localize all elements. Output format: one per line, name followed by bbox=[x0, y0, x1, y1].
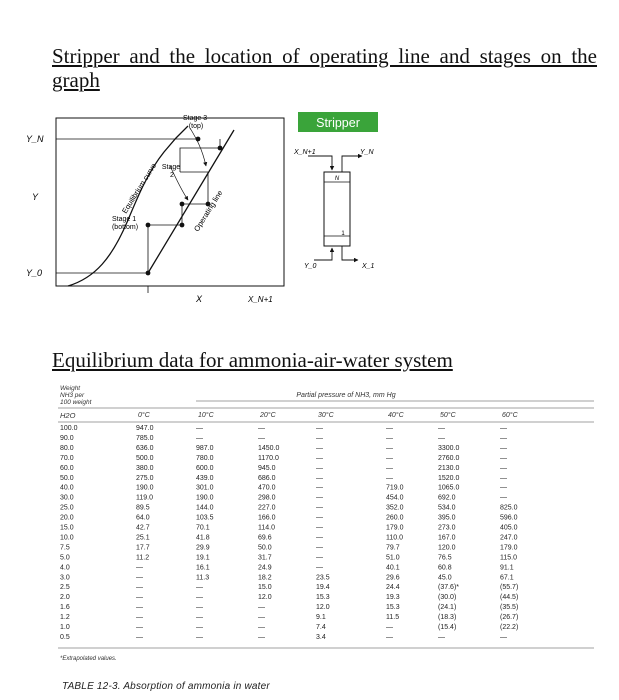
temperature-header: 30°C bbox=[318, 412, 334, 419]
pressure-cell: 260.0 bbox=[386, 514, 404, 522]
pressure-cell: 167.0 bbox=[438, 534, 456, 542]
concentration-cell: 15.0 bbox=[60, 524, 74, 532]
concentration-cell: 50.0 bbox=[60, 474, 74, 482]
pressure-cell: 275.0 bbox=[136, 474, 154, 482]
pressure-cell: — bbox=[136, 624, 143, 631]
concentration-cell: 60.0 bbox=[60, 464, 74, 472]
equilibrium-curve-label: Equilibrium curve bbox=[120, 161, 159, 216]
pressure-cell: 405.0 bbox=[500, 524, 518, 532]
pressure-cell: — bbox=[316, 544, 323, 552]
pressure-cell: — bbox=[500, 464, 507, 472]
pressure-cell: 29.9 bbox=[196, 544, 210, 552]
table-row bbox=[60, 475, 507, 482]
pressure-cell: — bbox=[500, 425, 507, 432]
table-footnote: *Extrapolated values. bbox=[60, 656, 117, 662]
pressure-cell: (30.0) bbox=[438, 594, 457, 602]
concentration-cell: 7.5 bbox=[60, 544, 70, 552]
pressure-cell: 179.0 bbox=[386, 524, 404, 532]
point-stage3-op bbox=[218, 146, 223, 151]
concentration-cell: 5.0 bbox=[60, 554, 70, 562]
pressure-cell: 19.1 bbox=[196, 554, 210, 562]
corner-header-line2: NH3 per bbox=[60, 392, 85, 399]
pressure-cell: — bbox=[386, 464, 393, 472]
table-row bbox=[60, 515, 518, 522]
table-row bbox=[60, 425, 507, 432]
pressure-cell: (35.5) bbox=[500, 604, 519, 612]
pressure-cell: (24.1) bbox=[438, 604, 457, 612]
corner-header-line1: Weight bbox=[60, 385, 81, 392]
pressure-cell: (15.4) bbox=[438, 624, 457, 631]
pressure-cell: 17.7 bbox=[136, 544, 150, 552]
pressure-cell: 454.0 bbox=[386, 494, 404, 502]
temperature-header: 20°C bbox=[260, 412, 276, 419]
pressure-cell: — bbox=[386, 474, 393, 482]
pressure-cell: 12.0 bbox=[316, 604, 330, 612]
point-stage1-eq bbox=[146, 223, 151, 228]
table-row bbox=[60, 485, 507, 492]
pressure-cell: — bbox=[196, 604, 203, 612]
table-row bbox=[60, 584, 518, 591]
stage-top-riser bbox=[180, 139, 220, 172]
pressure-cell: 11.5 bbox=[386, 614, 400, 621]
pressure-cell: (22.2) bbox=[500, 624, 519, 631]
pressure-cell: — bbox=[196, 584, 203, 592]
pressure-cell: — bbox=[500, 454, 507, 462]
concentration-cell: 90.0 bbox=[60, 435, 74, 442]
pressure-cell: 2760.0 bbox=[438, 454, 460, 462]
table-row bbox=[60, 534, 518, 541]
pressure-cell: 24.4 bbox=[386, 584, 400, 592]
pressure-cell: 144.0 bbox=[196, 504, 214, 512]
pressure-cell: 12.0 bbox=[258, 594, 272, 602]
pressure-cell: 227.0 bbox=[258, 504, 276, 512]
stripper-graph bbox=[20, 108, 295, 308]
pressure-cell: 41.8 bbox=[196, 534, 210, 542]
pressure-cell: 179.0 bbox=[500, 544, 518, 552]
pressure-cell: 500.0 bbox=[136, 454, 154, 462]
pressure-cell: 352.0 bbox=[386, 504, 404, 512]
concentration-cell: 80.0 bbox=[60, 444, 74, 452]
table-row bbox=[60, 624, 518, 631]
pressure-cell: — bbox=[438, 425, 445, 432]
stage3-label: Stage 3 (top) bbox=[182, 115, 208, 130]
pressure-cell: 91.1 bbox=[500, 564, 514, 572]
pressure-cell: — bbox=[258, 624, 265, 631]
stage-n-label: N bbox=[334, 176, 340, 182]
pressure-cell: — bbox=[316, 435, 323, 442]
pressure-cell: 470.0 bbox=[258, 484, 276, 492]
pressure-cell: 686.0 bbox=[258, 474, 276, 482]
pressure-cell: — bbox=[136, 604, 143, 612]
pressure-cell: 19.4 bbox=[316, 584, 330, 592]
pressure-cell: 103.5 bbox=[196, 514, 214, 522]
pressure-cell: 18.2 bbox=[258, 574, 272, 582]
pressure-cell: 9.1 bbox=[316, 614, 326, 621]
pressure-cell: 15.3 bbox=[316, 594, 330, 602]
pressure-cell: 190.0 bbox=[136, 484, 154, 492]
graph-frame bbox=[56, 118, 284, 286]
pressure-cell: — bbox=[386, 425, 393, 432]
pressure-cell: — bbox=[316, 504, 323, 512]
concentration-cell: 1.2 bbox=[60, 614, 70, 621]
y-axis-mid-label: Y bbox=[32, 192, 39, 202]
concentration-cell: 30.0 bbox=[60, 494, 74, 502]
pressure-cell: — bbox=[196, 624, 203, 631]
pressure-cell: — bbox=[258, 614, 265, 621]
operating-line-label: Operating line bbox=[192, 188, 225, 234]
pressure-cell: 19.3 bbox=[386, 594, 400, 602]
pressure-cell: 76.5 bbox=[438, 554, 452, 562]
table-row bbox=[60, 525, 518, 532]
table-row bbox=[60, 505, 518, 512]
temperature-header: 50°C bbox=[440, 412, 456, 419]
concentration-cell: 100.0 bbox=[60, 425, 78, 432]
pressure-cell: 1450.0 bbox=[258, 444, 280, 452]
pressure-cell: 29.6 bbox=[386, 574, 400, 582]
pressure-cell: 395.0 bbox=[438, 514, 456, 522]
table-row bbox=[60, 614, 518, 621]
table-row bbox=[60, 634, 507, 641]
pressure-cell: — bbox=[316, 454, 323, 462]
pressure-cell: — bbox=[500, 474, 507, 482]
pressure-cell: 273.0 bbox=[438, 524, 456, 532]
pressure-cell: — bbox=[500, 435, 507, 442]
table-row bbox=[60, 455, 507, 462]
table-row bbox=[60, 594, 518, 601]
table-row bbox=[60, 554, 517, 561]
pressure-cell: — bbox=[136, 633, 143, 641]
y-axis-bottom-label: Y_0 bbox=[26, 268, 43, 278]
pressure-cell: 534.0 bbox=[438, 504, 456, 512]
pressure-cell: 24.9 bbox=[258, 564, 272, 572]
pressure-cell: 780.0 bbox=[196, 454, 214, 462]
concentration-cell: 1.0 bbox=[60, 624, 70, 631]
pressure-cell: — bbox=[438, 435, 445, 442]
y-axis-top-label: Y_N bbox=[26, 134, 44, 144]
pressure-cell: 51.0 bbox=[386, 554, 400, 562]
pressure-cell: — bbox=[316, 524, 323, 532]
concentration-cell: 2.0 bbox=[60, 594, 70, 602]
stage1-label: Stage 1 (bottom) bbox=[111, 216, 139, 231]
pressure-cell: 45.0 bbox=[438, 574, 452, 582]
pressure-cell: 15.3 bbox=[386, 604, 400, 612]
pressure-cell: — bbox=[258, 633, 265, 641]
stripper-schematic bbox=[290, 110, 410, 290]
pressure-cell: 825.0 bbox=[500, 504, 518, 512]
concentration-cell: 4.0 bbox=[60, 564, 70, 572]
pressure-cell: — bbox=[386, 454, 393, 462]
stripper-title: Stripper bbox=[316, 116, 360, 130]
equilibrium-table bbox=[46, 380, 598, 665]
pressure-cell: 115.0 bbox=[500, 554, 517, 562]
pressure-cell: 596.0 bbox=[500, 514, 518, 522]
pressure-cell: 166.0 bbox=[258, 514, 276, 522]
point-x0 bbox=[146, 271, 151, 276]
pressure-cell: 16.1 bbox=[196, 564, 210, 572]
x-axis-mid-label: X bbox=[196, 294, 203, 304]
pressure-cell: (26.7) bbox=[500, 614, 519, 621]
pressure-cell: — bbox=[386, 633, 393, 641]
table-row bbox=[60, 604, 518, 611]
pressure-cell: — bbox=[136, 594, 143, 602]
pressure-cell: 15.0 bbox=[258, 584, 272, 592]
pressure-cell: 692.0 bbox=[438, 494, 456, 502]
temperature-header: 0°C bbox=[138, 412, 150, 419]
pressure-cell: (55.7) bbox=[500, 584, 519, 592]
pressure-cell: 79.7 bbox=[386, 544, 400, 552]
group-header: Partial pressure of NH3, mm Hg bbox=[296, 392, 396, 399]
pressure-cell: — bbox=[316, 425, 323, 432]
gas-outlet-label: Y_N bbox=[360, 149, 374, 156]
pressure-cell: 600.0 bbox=[196, 464, 214, 472]
pressure-cell: 110.0 bbox=[386, 534, 403, 542]
pressure-cell: — bbox=[196, 425, 203, 432]
pressure-cell: 247.0 bbox=[500, 534, 518, 542]
pressure-cell: — bbox=[196, 435, 203, 442]
concentration-cell: 3.0 bbox=[60, 574, 70, 582]
pressure-cell: 785.0 bbox=[136, 435, 154, 442]
liquid-inlet-arrow bbox=[308, 156, 332, 170]
pressure-cell: 64.0 bbox=[136, 514, 150, 522]
pressure-cell: 439.0 bbox=[196, 474, 214, 482]
temperature-header: 40°C bbox=[388, 412, 404, 419]
pressure-cell: — bbox=[316, 464, 323, 472]
pressure-cell: (37.6)* bbox=[438, 584, 460, 592]
pressure-cell: — bbox=[316, 534, 323, 542]
gas-outlet-arrow bbox=[342, 156, 362, 172]
pressure-cell: 3300.0 bbox=[438, 444, 460, 452]
pressure-cell: — bbox=[316, 514, 323, 522]
pressure-cell: 380.0 bbox=[136, 464, 154, 472]
pressure-cell: 31.7 bbox=[258, 554, 272, 562]
pressure-cell: 2130.0 bbox=[438, 464, 460, 472]
pressure-cell: — bbox=[136, 614, 143, 621]
pressure-cell: 114.0 bbox=[258, 524, 275, 532]
stage3-arrow bbox=[190, 128, 206, 166]
pressure-cell: 89.5 bbox=[136, 504, 150, 512]
pressure-cell: — bbox=[316, 494, 323, 502]
table-row bbox=[60, 564, 514, 571]
concentration-cell: 40.0 bbox=[60, 484, 74, 492]
temperature-header: 60°C bbox=[502, 412, 518, 419]
concentration-cell: 1.6 bbox=[60, 604, 70, 612]
pressure-cell: 7.4 bbox=[316, 624, 326, 631]
pressure-cell: — bbox=[316, 444, 323, 452]
liquid-outlet-label: X_1 bbox=[362, 263, 375, 270]
point-stage2-eq bbox=[180, 202, 185, 207]
pressure-cell: 11.2 bbox=[136, 554, 150, 562]
concentration-cell: 2.5 bbox=[60, 584, 70, 592]
table-row bbox=[60, 465, 507, 472]
pressure-cell: — bbox=[316, 554, 323, 562]
liquid-inlet-label: X_N+1 bbox=[294, 149, 316, 156]
pressure-cell: 1065.0 bbox=[438, 484, 460, 492]
pressure-cell: (18.3) bbox=[438, 614, 457, 621]
pressure-cell: — bbox=[196, 633, 203, 641]
gas-inlet-arrow bbox=[314, 248, 332, 260]
pressure-cell: — bbox=[196, 614, 203, 621]
pressure-cell: 119.0 bbox=[136, 494, 153, 502]
pressure-cell: 69.6 bbox=[258, 534, 272, 542]
pressure-cell: 60.8 bbox=[438, 564, 452, 572]
pressure-cell: — bbox=[136, 574, 143, 582]
pressure-cell: 301.0 bbox=[196, 484, 214, 492]
pressure-cell: (44.5) bbox=[500, 594, 519, 602]
pressure-cell: 947.0 bbox=[136, 425, 154, 432]
pressure-cell: 636.0 bbox=[136, 444, 154, 452]
pressure-cell: — bbox=[500, 494, 507, 502]
pressure-cell: 3.4 bbox=[316, 633, 326, 641]
pressure-cell: 1520.0 bbox=[438, 474, 460, 482]
table-row bbox=[60, 435, 507, 442]
pressure-cell: 50.0 bbox=[258, 544, 272, 552]
pressure-cell: 40.1 bbox=[386, 564, 400, 572]
pressure-cell: — bbox=[316, 474, 323, 482]
pressure-cell: 945.0 bbox=[258, 464, 276, 472]
column-body bbox=[324, 172, 350, 246]
heading-equilibrium-data: Equilibrium data for ammonia-air-water system bbox=[52, 348, 453, 372]
pressure-cell: — bbox=[500, 484, 507, 492]
operating-line bbox=[148, 130, 234, 273]
concentration-cell: 20.0 bbox=[60, 514, 74, 522]
pressure-cell: 23.5 bbox=[316, 574, 330, 582]
pressure-cell: — bbox=[386, 435, 393, 442]
stage2-label: Stage 2 bbox=[161, 164, 181, 179]
pressure-cell: — bbox=[500, 633, 507, 641]
pressure-cell: 190.0 bbox=[196, 494, 214, 502]
pressure-cell: — bbox=[316, 564, 323, 572]
pressure-cell: 70.1 bbox=[196, 524, 210, 532]
pressure-cell: 11.3 bbox=[196, 574, 210, 582]
pressure-cell: 67.1 bbox=[500, 574, 514, 582]
pressure-cell: — bbox=[500, 444, 507, 452]
concentration-cell: 10.0 bbox=[60, 534, 74, 542]
concentration-cell: 25.0 bbox=[60, 504, 74, 512]
table-row bbox=[60, 574, 514, 581]
table-caption: TABLE 12-3. Absorption of ammonia in water bbox=[62, 681, 270, 692]
pressure-cell: 25.1 bbox=[136, 534, 150, 542]
pressure-cell: 42.7 bbox=[136, 524, 150, 532]
pressure-cell: — bbox=[136, 564, 143, 572]
pressure-cell: — bbox=[258, 604, 265, 612]
concentration-cell: 70.0 bbox=[60, 454, 74, 462]
pressure-cell: 719.0 bbox=[386, 484, 404, 492]
x-axis-right-label: X_N+1 bbox=[248, 295, 273, 304]
pressure-cell: 1170.0 bbox=[258, 454, 279, 462]
pressure-cell: — bbox=[258, 435, 265, 442]
table-row bbox=[60, 495, 507, 502]
pressure-cell: — bbox=[386, 444, 393, 452]
stage-1-label: 1 bbox=[341, 231, 345, 237]
corner-header-line3: 100 weight bbox=[60, 399, 92, 406]
gas-inlet-label: Y_0 bbox=[304, 263, 317, 270]
pressure-cell: 120.0 bbox=[438, 544, 456, 552]
pressure-cell: — bbox=[258, 425, 265, 432]
heading-stripper-graph: Stripper and the location of operating line and stages on the graph bbox=[52, 44, 597, 92]
liquid-outlet-arrow bbox=[342, 246, 358, 260]
pressure-cell: — bbox=[316, 484, 323, 492]
table-row bbox=[60, 544, 518, 551]
pressure-cell: — bbox=[386, 624, 393, 631]
pressure-cell: — bbox=[438, 633, 445, 641]
corner-header-line4: H2O bbox=[60, 411, 76, 420]
table-row bbox=[60, 445, 507, 452]
pressure-cell: — bbox=[196, 594, 203, 602]
temperature-header: 10°C bbox=[198, 412, 214, 419]
pressure-cell: — bbox=[136, 584, 143, 592]
concentration-cell: 0.5 bbox=[60, 633, 70, 641]
pressure-cell: 987.0 bbox=[196, 444, 214, 452]
pressure-cell: 298.0 bbox=[258, 494, 276, 502]
point-stage1-op bbox=[180, 223, 185, 228]
